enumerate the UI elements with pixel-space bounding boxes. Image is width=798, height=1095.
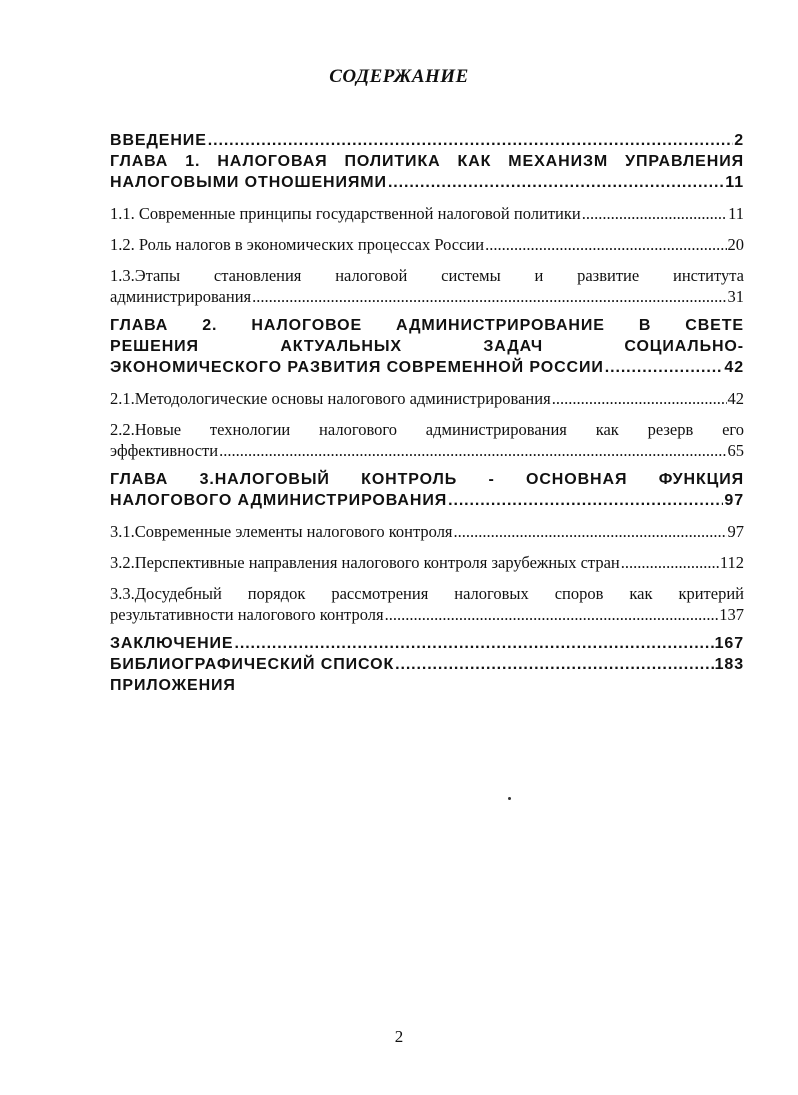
toc-entry-label: ПРИЛОЖЕНИЯ: [110, 677, 236, 694]
dot-leader: [388, 172, 724, 193]
toc-chapter-3[interactable]: [110, 469, 744, 511]
dot-leader: [208, 130, 733, 151]
toc-page-number: 183: [714, 656, 744, 673]
dot-leader: [621, 552, 719, 573]
toc-page-number: 42: [724, 359, 744, 376]
dot-leader: [582, 203, 727, 224]
dot-leader: [552, 388, 727, 409]
toc-entry-label: ВВЕДЕНИЕ: [110, 132, 207, 149]
toc-page-number: 167: [714, 635, 744, 652]
dot-leader: [252, 286, 726, 307]
toc-page-number: 97: [727, 522, 744, 541]
toc-entry-appendices[interactable]: [110, 675, 744, 696]
toc-page-number: 42: [727, 389, 744, 408]
chapter-2-title-line-1: ГЛАВА 2. НАЛОГОВОЕ АДМИНИСТРИРОВАНИЕ В СВЕТЕ: [110, 317, 744, 334]
chapter-2-title-line-3: ЭКОНОМИЧЕСКОГО РАЗВИТИЯ СОВРЕМЕННОЙ РОССИИ: [110, 359, 604, 376]
dot-leader: [485, 234, 726, 255]
toc-page-number: 11: [728, 204, 744, 223]
toc-section-label-line-2: администрирования: [110, 287, 252, 306]
toc-page-number: 20: [727, 235, 744, 254]
dot-leader: [454, 521, 727, 542]
dot-leader: [385, 604, 719, 625]
toc-section-label: 3.1.Современные элементы налогового контроля: [110, 522, 453, 541]
toc-section-label-line-2: результативности налогового контроля: [110, 605, 384, 624]
toc-section-label-line-1: 2.2.Новые технологии налогового администрирования как резерв его: [110, 420, 744, 439]
toc-entry-bibliography[interactable]: [110, 654, 744, 675]
toc-entry-label: БИБЛИОГРАФИЧЕСКИЙ СПИСОК: [110, 656, 395, 673]
toc-page-number: 11: [725, 174, 744, 191]
page-title: СОДЕРЖАНИЕ: [329, 66, 469, 87]
toc-section-label: 3.2.Перспективные направления налогового контроля зарубежных стран: [110, 553, 620, 572]
dot-leader: [448, 490, 723, 511]
toc-section-3-1[interactable]: [110, 521, 744, 542]
toc-entry-introduction[interactable]: [110, 130, 744, 151]
toc-section-2-1[interactable]: [110, 388, 744, 409]
toc-section-1-1[interactable]: [110, 203, 744, 224]
toc-page-number: 31: [727, 287, 744, 306]
toc-section-label-line-2: эффективности: [110, 441, 219, 460]
chapter-1-title-line-2: НАЛОГОВЫМИ ОТНОШЕНИЯМИ: [110, 174, 387, 191]
chapter-1-title-line-1: ГЛАВА 1. НАЛОГОВАЯ ПОЛИТИКА КАК МЕХАНИЗМ УПРАВЛЕНИЯ: [110, 153, 744, 170]
toc-section-label-line-1: 1.3.Этапы становления налоговой системы и развитие института: [110, 266, 744, 285]
dot-leader: [395, 654, 713, 675]
toc-chapter-2[interactable]: [110, 315, 744, 378]
toc-section-3-3[interactable]: [110, 583, 744, 625]
dot-leader: [219, 440, 726, 461]
toc-section-label-line-1: 3.3.Досудебный порядок рассмотрения налоговых споров как критерий: [110, 584, 744, 603]
toc-section-3-2[interactable]: [110, 552, 744, 573]
toc-section-1-3[interactable]: [110, 265, 744, 307]
toc-chapter-1[interactable]: [110, 151, 744, 193]
dot-leader: [605, 357, 724, 378]
toc-section-2-2[interactable]: [110, 419, 744, 461]
toc-page-number: 2: [734, 132, 744, 149]
toc-entry-label: ЗАКЛЮЧЕНИЕ: [110, 635, 234, 652]
toc-page-number: 137: [719, 605, 744, 624]
toc-section-label: 1.2. Роль налогов в экономических процессах России: [110, 235, 485, 254]
toc-section-1-2[interactable]: [110, 234, 744, 255]
toc-section-label: 1.1. Современные принципы государственной налоговой политики: [110, 204, 581, 223]
chapter-3-title-line-1: ГЛАВА 3.НАЛОГОВЫЙ КОНТРОЛЬ - ОСНОВНАЯ ФУНКЦИЯ: [110, 471, 744, 488]
toc-page-number: 97: [724, 492, 744, 509]
toc-entry-conclusion[interactable]: [110, 633, 744, 654]
toc-page-number: 112: [719, 553, 744, 572]
chapter-2-title-line-2: РЕШЕНИЯ АКТУАЛЬНЫХ ЗАДАЧ СОЦИАЛЬНО-: [110, 338, 744, 355]
scan-speck: [508, 797, 511, 800]
toc-page-number: 65: [727, 441, 744, 460]
chapter-3-title-line-2: НАЛОГОВОГО АДМИНИСТРИРОВАНИЯ: [110, 492, 448, 509]
dot-leader: [235, 633, 714, 654]
page-number: 2: [394, 1027, 404, 1046]
table-of-contents: [110, 130, 744, 696]
toc-section-label: 2.1.Методологические основы налогового администрирования: [110, 389, 551, 408]
